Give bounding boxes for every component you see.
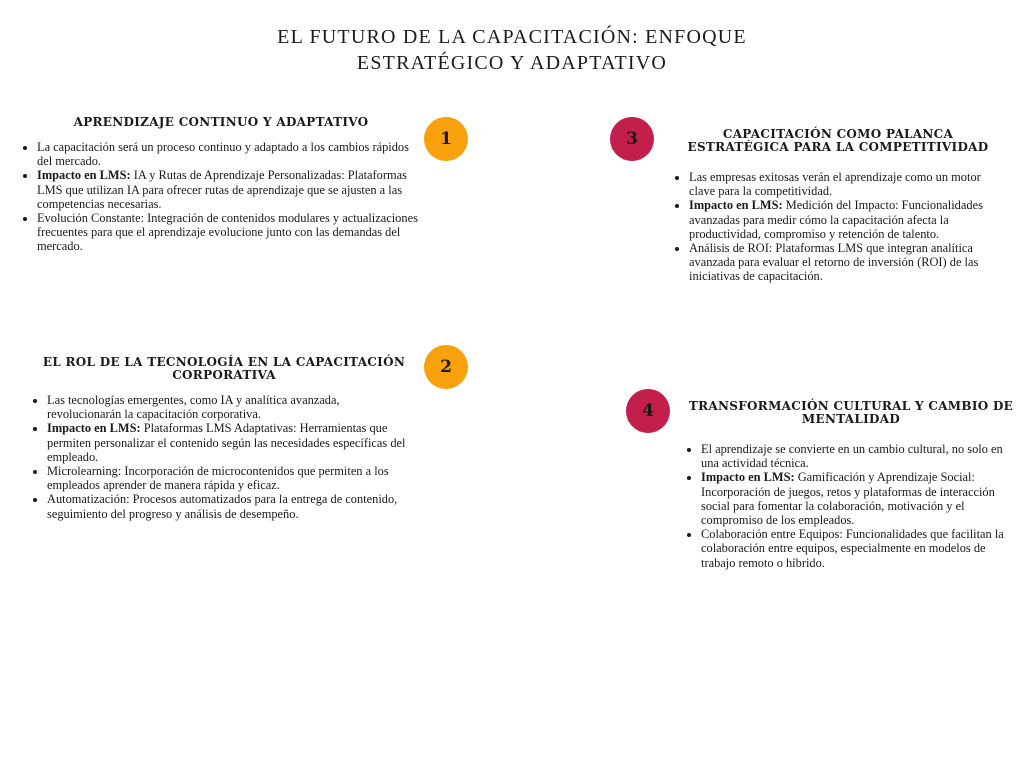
item-text: IA y Rutas de Aprendizaje Personalizadas: Plataformas LMS que utilizan IA para ofrecer rutas de aprendizaje que se ajusten a las competencias necesarias. [37,168,407,211]
page-title [0,24,1024,76]
list-item [47,393,416,421]
number-badge-4: 4 [626,389,670,433]
item-text: Colaboración entre Equipos: Funcionalidades que facilitan la colaboración entre equipos, especialmente en modelos de trabajo remoto o híbrido. [701,527,1004,570]
item-text: Evolución Constante: Integración de contenidos modulares y actualizaciones frecuentes para que el aprendizaje evolucione junto con las demandas del mercado. [37,211,418,254]
item-bold: Impacto en LMS: [701,470,795,485]
item-text: Plataformas LMS Adaptativas: Herramientas que permiten personalizar el contenido según las necesidades específicas del empleado. [47,421,406,464]
list-item [689,241,1004,284]
section-2 [32,356,416,521]
list-item [37,168,424,211]
number-badge-3: 3 [610,117,654,161]
list-item [47,492,416,520]
list-item [689,198,1004,241]
item-text: Microlearning: Incorporación de microcontenidos que permiten a los empleados aprender de manera rápida y eficaz. [47,464,389,493]
list-item [47,421,416,464]
item-text: Las tecnologías emergentes, como IA y analítica avanzada, revolucionarán la capacitación corporativa. [47,393,340,422]
item-text: La capacitación será un proceso continuo y adaptado a los cambios rápidos del mercado. [37,140,409,169]
number-badge-2: 2 [424,345,468,389]
list-item [701,470,1016,527]
list-item [37,211,424,254]
item-text: Automatización: Procesos automatizados para la entrega de contenido, seguimiento del progreso y análisis de desempeño. [47,492,398,521]
section-4-list [686,442,1016,570]
item-bold: Impacto en LMS: [37,168,131,183]
item-text: Las empresas exitosas verán el aprendizaje como un motor clave para la competitividad. [689,170,981,199]
section-2-title: EL ROL DE LA TECNOLOGÍA EN LA CAPACITACIÓN CORPORATIVA [42,355,406,382]
section-1-list [22,140,424,254]
section-1-title: APRENDIZAJE CONTINUO Y ADAPTATIVO [73,115,369,129]
section-1 [22,116,424,254]
list-item [701,527,1016,570]
section-4 [686,400,1016,570]
item-text: Análisis de ROI: Plataformas LMS que integran analítica avanzada para evaluar el retorno de inversión (ROI) de las iniciativas de capacitación. [689,241,979,284]
page-title-line-2: ESTRATÉGICO Y ADAPTATIVO [356,52,668,74]
item-text: El aprendizaje se convierte en un cambio cultural, no solo en una actividad técnica. [701,442,1003,471]
page-title-line-1: EL FUTURO DE LA CAPACITACIÓN: ENFOQUE [277,26,747,48]
section-3 [674,128,1004,284]
list-item [47,464,416,492]
section-4-title: TRANSFORMACIÓN CULTURAL Y CAMBIO DE MENTALIDAD [688,399,1014,426]
number-badge-1: 1 [424,117,468,161]
section-3-title: CAPACITACIÓN COMO PALANCA ESTRATÉGICA PARA LA COMPETITIVIDAD [687,127,989,154]
list-item [689,170,1004,198]
item-text: Medición del Impacto: Funcionalidades avanzadas para medir cómo la capacitación afecta la productividad, compromiso y retención de talento. [689,198,983,241]
section-3-list [674,170,1004,284]
list-item [701,442,1016,470]
item-text: Gamificación y Aprendizaje Social: Incorporación de juegos, retos y plataformas de interacción social para fomentar la colaboración, motivación y el compromiso de los empleados. [701,470,995,528]
section-2-list [32,393,416,521]
list-item [37,140,424,168]
item-bold: Impacto en LMS: [47,421,141,436]
item-bold: Impacto en LMS: [689,198,783,213]
